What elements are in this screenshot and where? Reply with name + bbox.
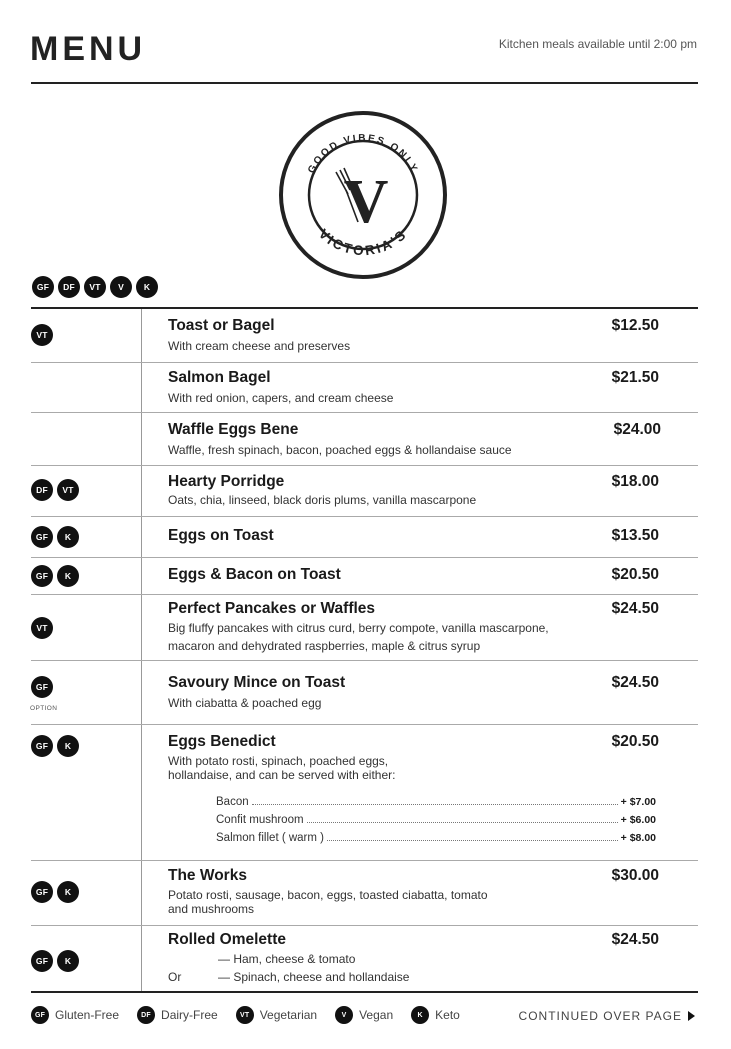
dot-leader (307, 822, 618, 823)
header-divider (31, 82, 698, 84)
item-name: Eggs Benedict (168, 733, 276, 750)
page-title: MENU (30, 30, 147, 68)
item-price: $24.00 (613, 421, 661, 438)
row-divider (31, 362, 698, 363)
item-price: $30.00 (611, 867, 659, 884)
item-price: $24.50 (611, 931, 659, 948)
item-description: With potato rosti, spinach, poached eggs, (168, 754, 389, 768)
item-price: $20.50 (611, 566, 659, 583)
legend-item-keto (411, 1006, 460, 1024)
item-name: Waffle Eggs Bene (168, 421, 299, 438)
row-divider (31, 925, 698, 926)
item-price: $24.50 (611, 674, 659, 691)
item-badges (31, 324, 53, 346)
dot-leader (252, 804, 618, 805)
legend-label: Vegetarian (259, 1008, 318, 1022)
item-badges (31, 479, 79, 501)
item-price: $20.50 (611, 733, 659, 750)
row-divider (31, 516, 698, 517)
omelette-option-prefix: Or (168, 970, 182, 984)
badge-k: K (57, 735, 79, 757)
addon-price: + $8.00 (620, 832, 656, 844)
item-name: Rolled Omelette (168, 931, 286, 948)
badge-gf: GF (31, 881, 53, 903)
item-badges (31, 676, 53, 698)
row-divider (31, 724, 698, 725)
continued-over-page-link[interactable] (519, 1009, 695, 1023)
item-badges (31, 526, 79, 548)
item-description: and mushrooms (168, 902, 255, 916)
svg-text:GOOD VIBES ONLY: GOOD VIBES ONLY (306, 132, 420, 176)
item-badges (31, 735, 79, 757)
legend-item-dairy-free (137, 1006, 218, 1024)
addon-price: + $6.00 (620, 814, 656, 826)
victorias-logo (278, 110, 448, 280)
legend-label: Vegan (359, 1008, 394, 1022)
badge-gf: GF (31, 526, 53, 548)
badge-k: K (136, 276, 158, 298)
addon-name: Confit mushroom (216, 814, 304, 826)
omelette-option: — Spinach, cheese and hollandaise (218, 970, 410, 984)
badge-gf: GF (31, 735, 53, 757)
badge-gf: GF (31, 950, 53, 972)
item-description: macaron and dehydrated raspberries, maple & citrus syrup (168, 639, 481, 653)
row-divider (31, 412, 698, 413)
badge-k: K (57, 526, 79, 548)
dietary-legend (31, 1006, 478, 1024)
item-badges (31, 950, 79, 972)
item-badges (31, 881, 79, 903)
addon-price: + $7.00 (620, 796, 656, 808)
item-name: Eggs on Toast (168, 527, 274, 544)
item-name: Savoury Mince on Toast (168, 674, 346, 691)
item-name: Eggs & Bacon on Toast (168, 566, 341, 583)
badge-k: K (57, 950, 79, 972)
item-badges (31, 565, 79, 587)
play-arrow-icon (688, 1011, 695, 1021)
item-name: Perfect Pancakes or Waffles (168, 600, 376, 617)
item-description: With red onion, capers, and cream cheese (168, 391, 394, 405)
legend-label: Keto (435, 1008, 460, 1022)
item-name: Salmon Bagel (168, 369, 271, 386)
legend-item-gluten-free (31, 1006, 119, 1024)
badge-v: V (335, 1006, 353, 1024)
menu-table-bottom-rule (31, 991, 698, 993)
legend-item-vegan (335, 1006, 393, 1024)
svg-text:V: V (343, 168, 389, 236)
addon-row (216, 796, 656, 814)
kitchen-hours-note: Kitchen meals available until 2:00 pm (498, 37, 697, 51)
item-description: hollandaise, and can be served with either: (168, 768, 396, 782)
row-divider (31, 465, 698, 466)
item-name: The Works (168, 867, 247, 884)
badge-df: DF (137, 1006, 155, 1024)
badge-vt: VT (57, 479, 79, 501)
item-badges (31, 617, 53, 639)
badge-vt: VT (236, 1006, 254, 1024)
item-description: Oats, chia, linseed, black doris plums, vanilla mascarpone (168, 493, 477, 507)
badge-k: K (57, 881, 79, 903)
row-divider (31, 660, 698, 661)
item-price: $21.50 (611, 369, 659, 386)
item-description: With ciabatta & poached egg (168, 696, 322, 710)
legend-label: Dairy-Free (161, 1008, 218, 1022)
badge-k: K (57, 565, 79, 587)
badge-vt: VT (31, 617, 53, 639)
row-divider (31, 860, 698, 861)
dietary-badges-key (32, 276, 158, 298)
item-price: $24.50 (611, 600, 659, 617)
item-name: Hearty Porridge (168, 473, 285, 490)
row-divider (31, 594, 698, 595)
item-description: Potato rosti, sausage, bacon, eggs, toasted ciabatta, tomato (168, 888, 488, 902)
svg-text:VICTORIA'S: VICTORIA'S (315, 226, 411, 259)
row-divider (31, 557, 698, 558)
continued-label: CONTINUED OVER PAGE (518, 1009, 682, 1023)
item-price: $13.50 (611, 527, 659, 544)
badge-option-note: OPTION (30, 705, 58, 712)
badge-gf: GF (31, 565, 53, 587)
badge-vt: VT (31, 324, 53, 346)
item-name: Toast or Bagel (168, 317, 275, 334)
badge-gf: GF (31, 1006, 49, 1024)
addon-name: Bacon (216, 796, 249, 808)
item-price: $18.00 (611, 473, 659, 490)
addon-name: Salmon fillet ( warm ) (216, 832, 324, 844)
legend-label: Gluten-Free (55, 1008, 120, 1022)
badge-k: K (411, 1006, 429, 1024)
legend-item-vegetarian (236, 1006, 317, 1024)
item-price: $12.50 (611, 317, 659, 334)
badge-gf: GF (32, 276, 54, 298)
menu-table-top-rule (31, 307, 698, 309)
badge-gf: GF (31, 676, 53, 698)
item-description: With cream cheese and preserves (168, 339, 351, 353)
addon-row (216, 814, 656, 832)
badge-df: DF (58, 276, 80, 298)
badge-v: V (110, 276, 132, 298)
addon-row (216, 832, 656, 850)
item-description: Waffle, fresh spinach, bacon, poached eggs & hollandaise sauce (168, 443, 512, 457)
item-description: Big fluffy pancakes with citrus curd, berry compote, vanilla mascarpone, (168, 621, 549, 635)
omelette-option: — Ham, cheese & tomato (218, 952, 356, 966)
dot-leader (327, 840, 618, 841)
badge-df: DF (31, 479, 53, 501)
badge-vt: VT (84, 276, 106, 298)
